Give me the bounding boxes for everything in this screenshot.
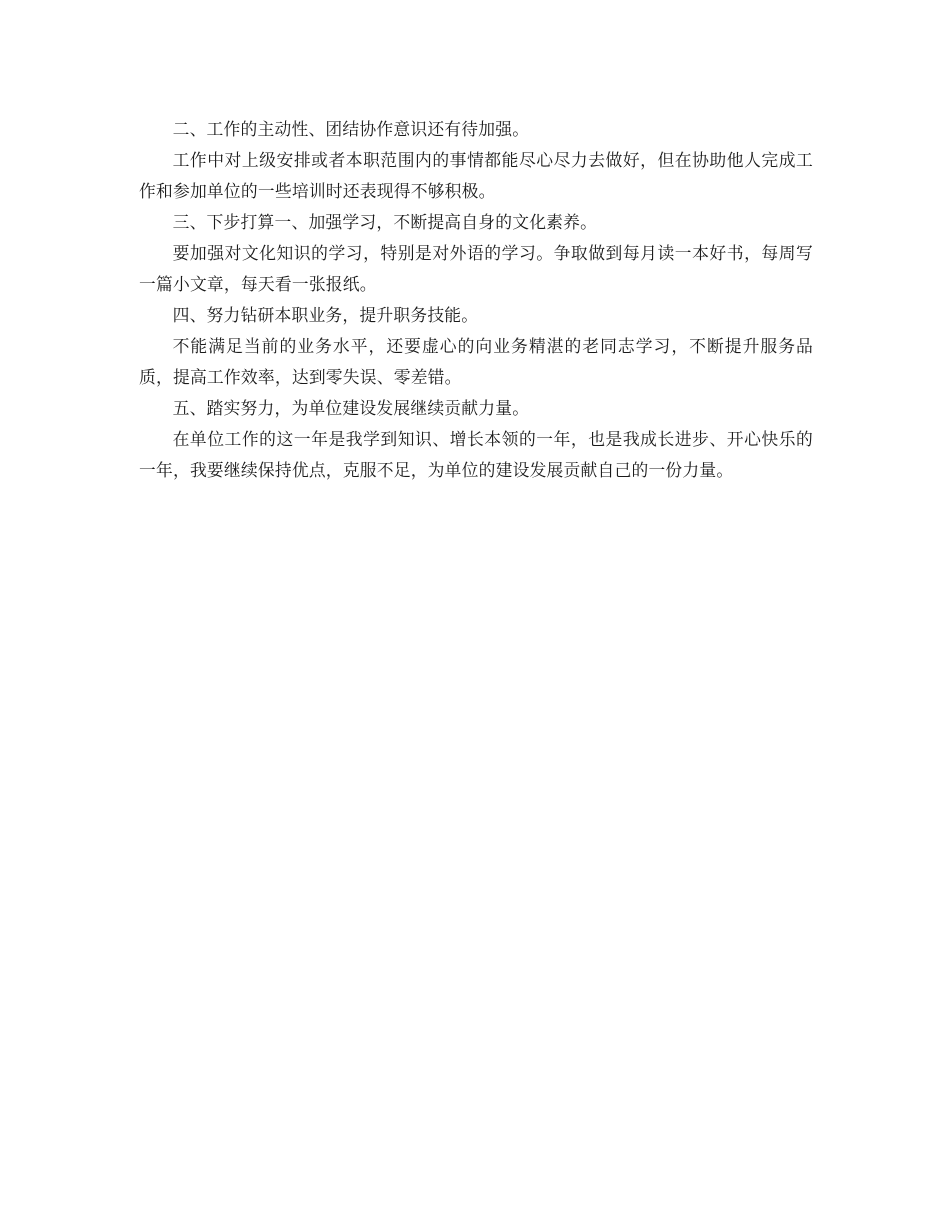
paragraph-skills: 不能满足当前的业务水平，还要虚心的向业务精湛的老同志学习，不断提升服务品质，提高工作效率，达到零失误、零差错。 <box>139 336 813 387</box>
section-heading-four: 四、努力钻研本职业务，提升职务技能。 <box>172 305 479 325</box>
paragraph-teamwork: 工作中对上级安排或者本职范围内的事情都能尽心尽力去做好，但在协助他人完成工作和参加单位的一些培训时还表现得不够积极。 <box>139 150 813 201</box>
section-heading-two: 二、工作的主动性、团结协作意识还有待加强。 <box>172 119 530 139</box>
section-heading-three: 三、下步打算一、加强学习，不断提高自身的文化素养。 <box>172 212 598 232</box>
paragraph-study: 要加强对文化知识的学习，特别是对外语的学习。争取做到每月读一本好书，每周写一篇小文章，每天看一张报纸。 <box>139 243 813 294</box>
paragraph-conclusion: 在单位工作的这一年是我学到知识、增长本领的一年，也是我成长进步、开心快乐的一年，我要继续保持优点，克服不足，为单位的建设发展贡献自己的一份力量。 <box>139 429 813 480</box>
document-body <box>139 114 813 486</box>
section-heading-five: 五、踏实努力，为单位建设发展继续贡献力量。 <box>172 398 530 418</box>
